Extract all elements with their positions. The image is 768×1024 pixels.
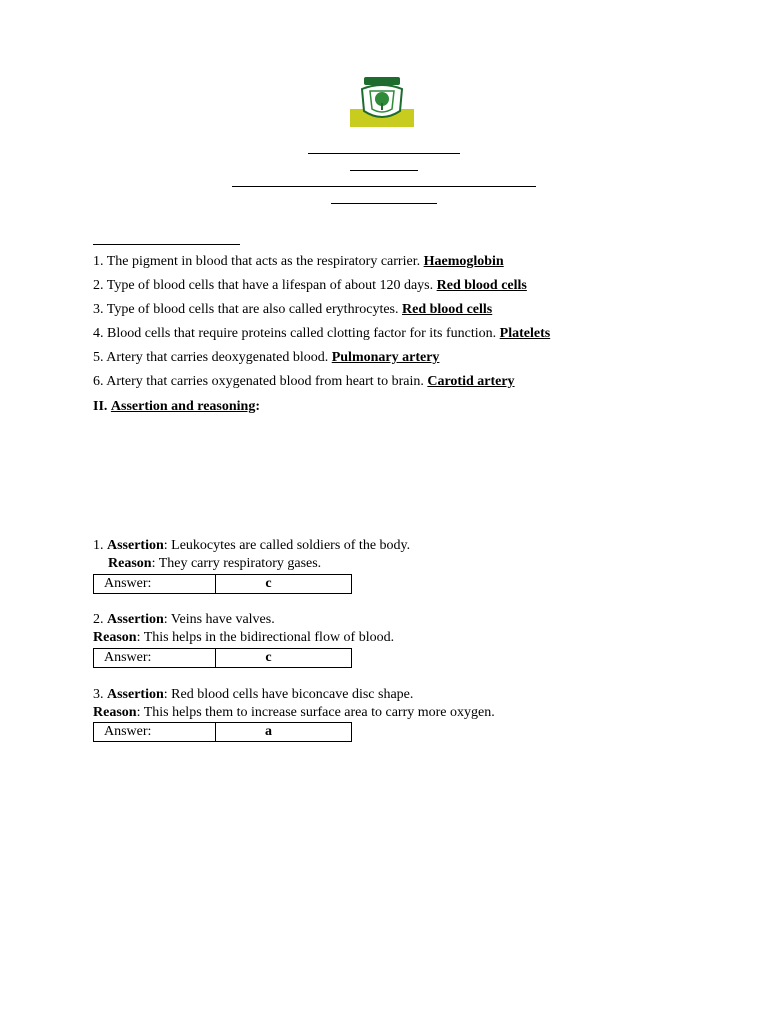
question-number: 5. bbox=[93, 350, 104, 365]
assertion-1 bbox=[93, 537, 410, 555]
reason-2 bbox=[93, 629, 394, 647]
question-answer: Red blood cells bbox=[402, 302, 493, 317]
assertion-label: Assertion bbox=[107, 538, 164, 553]
assertion-text: : Red blood cells have biconcave disc shape. bbox=[163, 687, 414, 702]
section2-heading bbox=[93, 398, 260, 416]
reason-label: Reason bbox=[93, 705, 137, 720]
reason-text: : This helps them to increase surface area to carry more oxygen. bbox=[136, 705, 495, 720]
answer-value: c bbox=[216, 575, 352, 594]
answer-table-1 bbox=[93, 574, 352, 594]
question-number: 6. bbox=[93, 374, 104, 389]
assertion-number: 2. bbox=[93, 612, 104, 627]
header-rule-4 bbox=[331, 203, 437, 204]
reason-label: Reason bbox=[93, 630, 137, 645]
question-text: Artery that carries oxygenated blood from heart to brain. bbox=[106, 374, 424, 389]
question-text: Blood cells that require proteins called clotting factor for its function. bbox=[107, 326, 497, 341]
question-answer: Haemoglobin bbox=[423, 254, 504, 269]
question-number: 4. bbox=[93, 326, 104, 341]
school-crest-icon bbox=[350, 75, 414, 127]
question-item bbox=[93, 349, 439, 367]
answer-value: a bbox=[216, 723, 352, 742]
reason-text: : This helps in the bidirectional flow of blood. bbox=[136, 630, 395, 645]
reason-text: : They carry respiratory gases. bbox=[151, 556, 322, 571]
section2-title: Assertion and reasoning bbox=[110, 399, 256, 414]
assertion-number: 1. bbox=[93, 538, 104, 553]
question-text: Type of blood cells that have a lifespan of about 120 days. bbox=[106, 278, 434, 293]
reason-label: Reason bbox=[108, 556, 152, 571]
assertion-3 bbox=[93, 686, 413, 704]
answer-table-2 bbox=[93, 648, 352, 668]
assertion-label: Assertion bbox=[107, 612, 164, 627]
question-item bbox=[93, 301, 492, 319]
assertion-number: 3. bbox=[93, 687, 104, 702]
answer-table-3 bbox=[93, 722, 352, 742]
section1-rule bbox=[93, 244, 240, 245]
question-text: Type of blood cells that are also called erythrocytes. bbox=[106, 302, 399, 317]
section2-number: II. bbox=[93, 399, 108, 414]
question-answer: Red blood cells bbox=[436, 278, 527, 293]
question-number: 3. bbox=[93, 302, 104, 317]
question-item bbox=[93, 253, 504, 271]
answer-label: Answer: bbox=[94, 649, 216, 668]
header-rule-1 bbox=[308, 153, 460, 154]
assertion-text: : Leukocytes are called soldiers of the body. bbox=[163, 538, 411, 553]
assertion-text: : Veins have valves. bbox=[163, 612, 275, 627]
answer-label: Answer: bbox=[94, 723, 216, 742]
question-answer: Platelets bbox=[499, 326, 551, 341]
header-rule-2 bbox=[350, 170, 418, 171]
question-text: Artery that carries deoxygenated blood. bbox=[106, 350, 329, 365]
question-text: The pigment in blood that acts as the respiratory carrier. bbox=[106, 254, 421, 269]
question-item bbox=[93, 277, 527, 295]
question-number: 1. bbox=[93, 254, 104, 269]
question-number: 2. bbox=[93, 278, 104, 293]
question-item bbox=[93, 325, 550, 343]
answer-value: c bbox=[216, 649, 352, 668]
section2-colon: : bbox=[255, 399, 261, 414]
answer-label: Answer: bbox=[94, 575, 216, 594]
assertion-label: Assertion bbox=[107, 687, 164, 702]
question-answer: Pulmonary artery bbox=[331, 350, 440, 365]
question-item bbox=[93, 373, 515, 391]
question-answer: Carotid artery bbox=[427, 374, 515, 389]
reason-1 bbox=[108, 555, 321, 573]
header-rule-3 bbox=[232, 186, 536, 187]
reason-3 bbox=[93, 704, 495, 722]
assertion-2 bbox=[93, 611, 275, 629]
